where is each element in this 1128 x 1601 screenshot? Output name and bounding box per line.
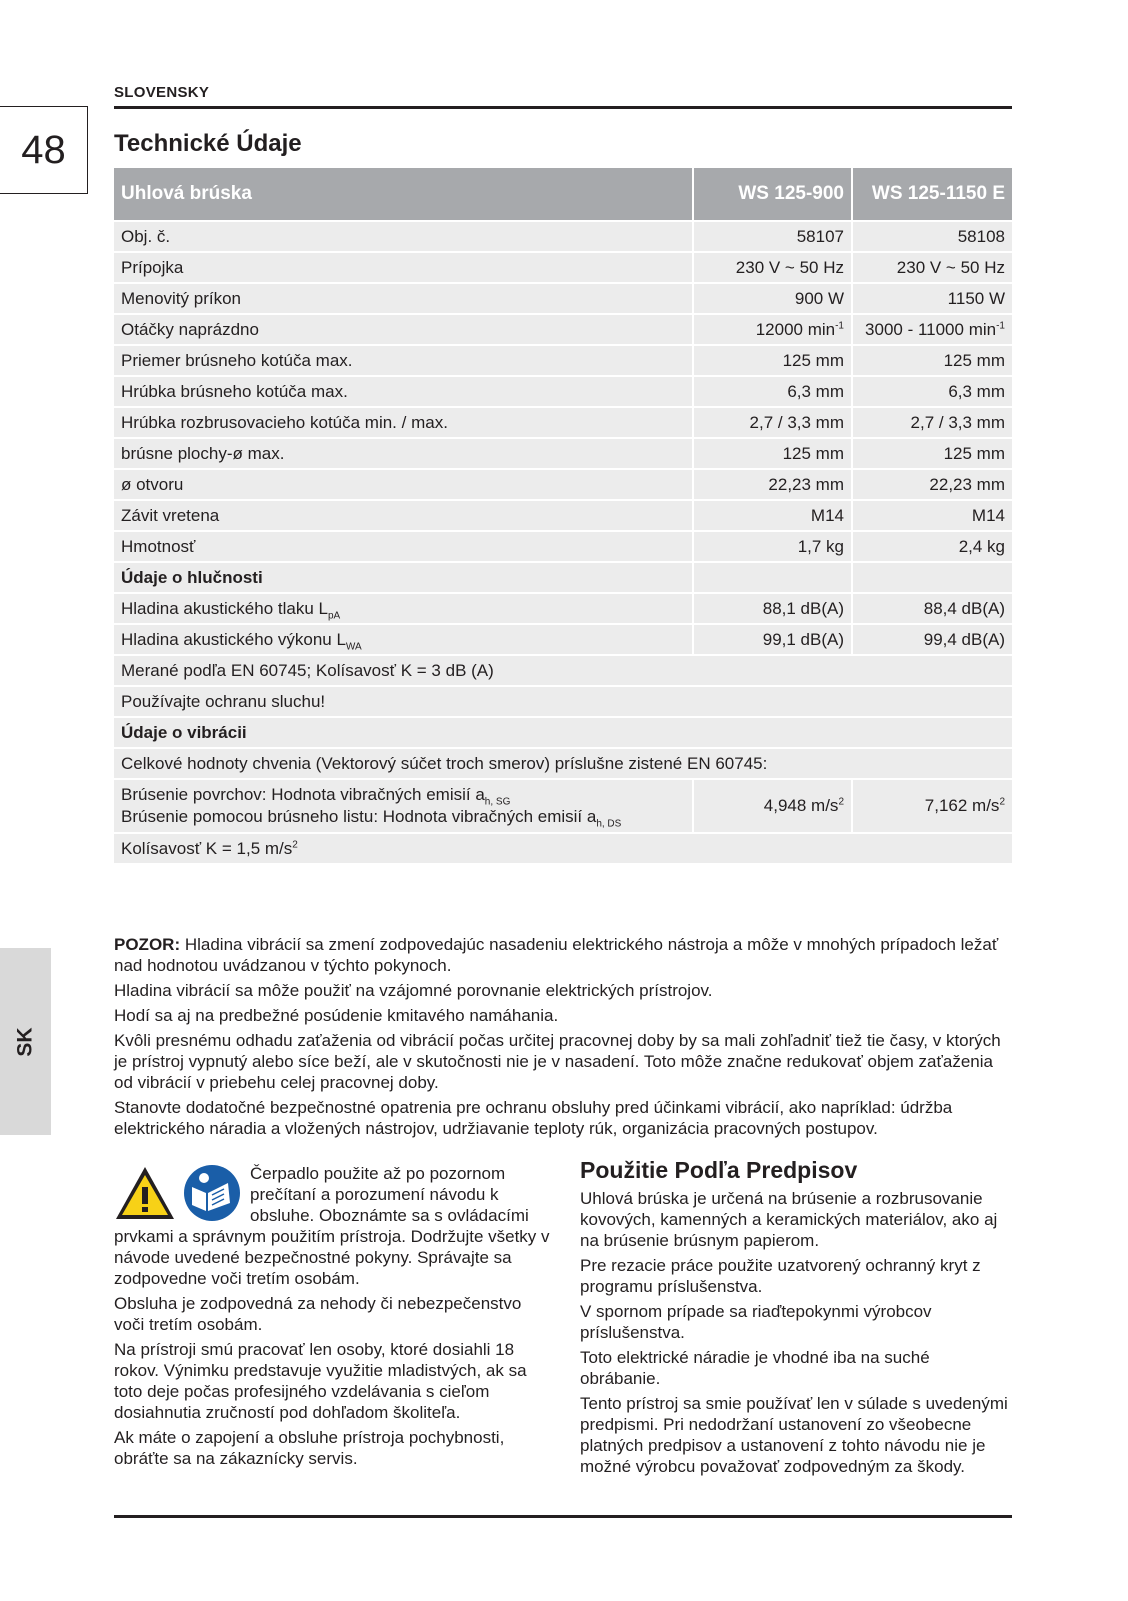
sound-power-label: Hladina akustického výkonu L [121, 629, 346, 649]
unit-exponent: 2 [999, 796, 1005, 808]
row-label: Hrúbka rozbrusovacieho kotúča min. / max. [114, 407, 693, 438]
intended-use-paragraph-1: Uhlová brúska je určená na brúsenie a rozbrusovanie kovových, kamenných a keramických materiálov, ako aj na brúsenie brúsnym papierom. [580, 1189, 998, 1250]
row-value-1: 22,23 mm [693, 469, 852, 500]
table-row [114, 314, 1012, 345]
table-row [114, 624, 1012, 655]
row-label [114, 624, 693, 655]
row-value-1: 2,7 / 3,3 mm [693, 407, 852, 438]
language-label: SLOVENSKY [114, 84, 210, 101]
footer-rule [114, 1515, 1012, 1518]
row-label: Hmotnosť [114, 531, 693, 562]
row-value-1: 99,1 dB(A) [693, 624, 852, 655]
sound-pressure-label: Hladina akustického tlaku L [121, 598, 328, 618]
row-label: Menovitý príkon [114, 283, 693, 314]
intended-use-column [580, 1188, 1012, 1481]
row-value-1: 230 V ~ 50 Hz [693, 252, 852, 283]
vibration-labels [114, 779, 693, 833]
warning-icon [116, 1167, 174, 1219]
vibration-sanding-label: Brúsenie pomocou brúsneho listu: Hodnota vibračných emisií a [121, 807, 597, 826]
vibration-surface-subscript: h, SG [484, 796, 511, 808]
tolerance-note [114, 833, 1012, 864]
row-label: Priemer brúsneho kotúča max. [114, 345, 693, 376]
row-label: brúsne plochy-ø max. [114, 438, 693, 469]
row-value-2 [852, 314, 1012, 345]
vibration-warning-text [114, 934, 1014, 1143]
table-row [114, 500, 1012, 531]
warning-label: POZOR: [114, 935, 181, 954]
table-header-row [114, 168, 1012, 221]
row-value-2: M14 [852, 500, 1012, 531]
row-value-1: 125 mm [693, 345, 852, 376]
safety-paragraph-2: Obsluha je zodpovedná za nehody či nebezpečenstvo voči tretím osobám. [114, 1294, 522, 1334]
row-value-1: 900 W [693, 283, 852, 314]
table-row [114, 593, 1012, 624]
table-row [114, 531, 1012, 562]
header-model-1: WS 125-900 [693, 168, 852, 221]
intended-use-paragraph-2: Pre rezacie práce použite uzatvorený ochranný kryt z programu príslušenstva. [580, 1256, 981, 1296]
row-value-1 [693, 779, 852, 833]
table-row [114, 655, 1012, 686]
warning-paragraph-3: Hodí sa aj na predbežné posúdenie kmitavého namáhania. [114, 1006, 559, 1025]
warning-paragraph-1: Hladina vibrácií sa zmení zodpovedajúc nasadeniu elektrického nástroja a môže v mnohých prípadoch ležať nad hodnotou uvádzanou v týchto pokynoch. [114, 935, 999, 975]
header-rule [114, 106, 1012, 109]
table-row [114, 686, 1012, 717]
technical-data-table [114, 168, 1012, 865]
row-value-1: 88,1 dB(A) [693, 593, 852, 624]
vibration-heading: Údaje o vibrácii [114, 717, 1012, 748]
row-label: ø otvoru [114, 469, 693, 500]
row-label: Obj. č. [114, 221, 693, 252]
row-value-2 [852, 779, 1012, 833]
row-value-1: 125 mm [693, 438, 852, 469]
row-value-1: 58107 [693, 221, 852, 252]
vibration-intro: Celkové hodnoty chvenia (Vektorový súčet troch smerov) príslušne zistené EN 60745: [114, 748, 1012, 779]
tolerance-text: Kolísavosť K = 1,5 m/s [121, 838, 293, 858]
row-value-2: 88,4 dB(A) [852, 593, 1012, 624]
side-tab-label: SK [13, 1026, 37, 1057]
row-label: Závit vretena [114, 500, 693, 531]
vibration-sanding-subscript: h, DS [596, 818, 622, 830]
row-label: Otáčky naprázdno [114, 314, 693, 345]
safety-paragraph-4: Ak máte o zapojení a obsluhe prístroja pochybnosti, obráťte sa na zákaznícky servis. [114, 1428, 505, 1468]
intended-use-title: Použitie Podľa Predpisov [580, 1157, 858, 1183]
page-number: 48 [0, 106, 88, 194]
rpm-unit-exponent: -1 [996, 319, 1005, 331]
row-value-2: 2,4 kg [852, 531, 1012, 562]
noise-heading: Údaje o hlučnosti [114, 562, 693, 593]
vibration-value-1: 4,948 m/s [763, 796, 839, 815]
intended-use-paragraph-4: Toto elektrické náradie je vhodné iba na suché obrábanie. [580, 1348, 930, 1388]
table-row [114, 252, 1012, 283]
row-value-2: 99,4 dB(A) [852, 624, 1012, 655]
sound-pressure-subscript: pA [327, 609, 341, 621]
unit-exponent: 2 [838, 796, 844, 808]
warning-paragraph-5: Stanovte dodatočné bezpečnostné opatrenia pre ochranu obsluhy pred účinkami vibrácií, ako napríklad: údržba elektrického náradia a vložených nástrojov, udržiavanie teploty rúk, organizácia pracovných postupov. [114, 1098, 953, 1138]
intended-use-paragraph-3: V spornom prípade sa riaďtepokynmi výrobcov príslušenstva. [580, 1302, 932, 1342]
intended-use-paragraph-5: Tento prístroj sa smie používať len v súlade s uvedenými predpismi. Pri nedodržaní ustanovení zo všeobecne platných predpisov a ustanovení z tohto návodu nie je možné výrobcu považovať zodpovedným za škody. [580, 1394, 1008, 1476]
row-value-2: 58108 [852, 221, 1012, 252]
row-value-1 [693, 314, 852, 345]
row-value-2: 125 mm [852, 438, 1012, 469]
table-row [114, 438, 1012, 469]
safety-paragraph-1: Čerpadlo použite až po pozornom prečítaní a porozumení návodu k obsluhe. Oboznámte sa s ovládacími prvkami a správnym použitím prístroja. Dodržujte všetky v návode uvedené bezpečnostné pokyny. Správajte sa zodpovedne voči tretím osobám. [114, 1164, 550, 1288]
safety-column [114, 1163, 550, 1473]
table-row [114, 748, 1012, 779]
hearing-protection-note: Používajte ochranu sluchu! [114, 686, 1012, 717]
rpm-value-1: 12000 min [755, 319, 836, 339]
table-row [114, 469, 1012, 500]
table-row [114, 221, 1012, 252]
row-value-1: 1,7 kg [693, 531, 852, 562]
row-value-2: 125 mm [852, 345, 1012, 376]
header-model-2: WS 125-1150 E [852, 168, 1012, 221]
rpm-value-2: 3000 - 11000 min [865, 319, 997, 339]
row-value-2: 22,23 mm [852, 469, 1012, 500]
row-value-2: 2,7 / 3,3 mm [852, 407, 1012, 438]
row-value-1: 6,3 mm [693, 376, 852, 407]
table-row [114, 779, 1012, 833]
row-value-2: 1150 W [852, 283, 1012, 314]
header-product: Uhlová brúska [114, 168, 693, 221]
row-value-2: 6,3 mm [852, 376, 1012, 407]
row-label: Prípojka [114, 252, 693, 283]
row-value-2: 230 V ~ 50 Hz [852, 252, 1012, 283]
safety-paragraph-3: Na prístroji smú pracovať len osoby, ktoré dosiahli 18 rokov. Výnimku predstavuje využitie mladistvých, ak sa toto deje počas profesijného vzdelávania s cieľom dosiahnutia zručností pod dohľadom školiteľa. [114, 1340, 527, 1422]
vibration-heading-row [114, 717, 1012, 748]
row-label [114, 593, 693, 624]
sound-power-subscript: WA [345, 640, 362, 652]
table-row [114, 345, 1012, 376]
warning-paragraph-4: Kvôli presnému odhadu zaťaženia od vibrácií počas určitej pracovnej doby by sa mali zohľadniť tiež tie časy, v ktorých je prístroj vypnutý alebo síce beží, ale v skutočnosti nie je v nasadení. Toto môže značne redukovať objem zaťaženia od vibrácií v priebehu celej pracovnej doby. [114, 1031, 1001, 1092]
table-row [114, 407, 1012, 438]
warning-paragraph-2: Hladina vibrácií sa môže použiť na vzájomné porovnanie elektrických prístrojov. [114, 981, 713, 1000]
table-row [114, 833, 1012, 864]
table-row [114, 283, 1012, 314]
rpm-unit-exponent: -1 [835, 319, 844, 331]
noise-measurement-note: Merané podľa EN 60745; Kolísavosť K = 3 dB (A) [114, 655, 1012, 686]
read-manual-icon [184, 1165, 240, 1221]
vibration-surface-label: Brúsenie povrchov: Hodnota vibračných emisií a [121, 785, 485, 804]
row-label: Hrúbka brúsneho kotúča max. [114, 376, 693, 407]
vibration-value-2: 7,162 m/s [924, 796, 1000, 815]
section-title: Technické Údaje [114, 130, 302, 157]
table-row [114, 376, 1012, 407]
language-side-tab [0, 948, 51, 1135]
unit-exponent: 2 [292, 838, 298, 850]
safety-icons [114, 1163, 244, 1225]
row-value-1: M14 [693, 500, 852, 531]
noise-heading-row [114, 562, 1012, 593]
